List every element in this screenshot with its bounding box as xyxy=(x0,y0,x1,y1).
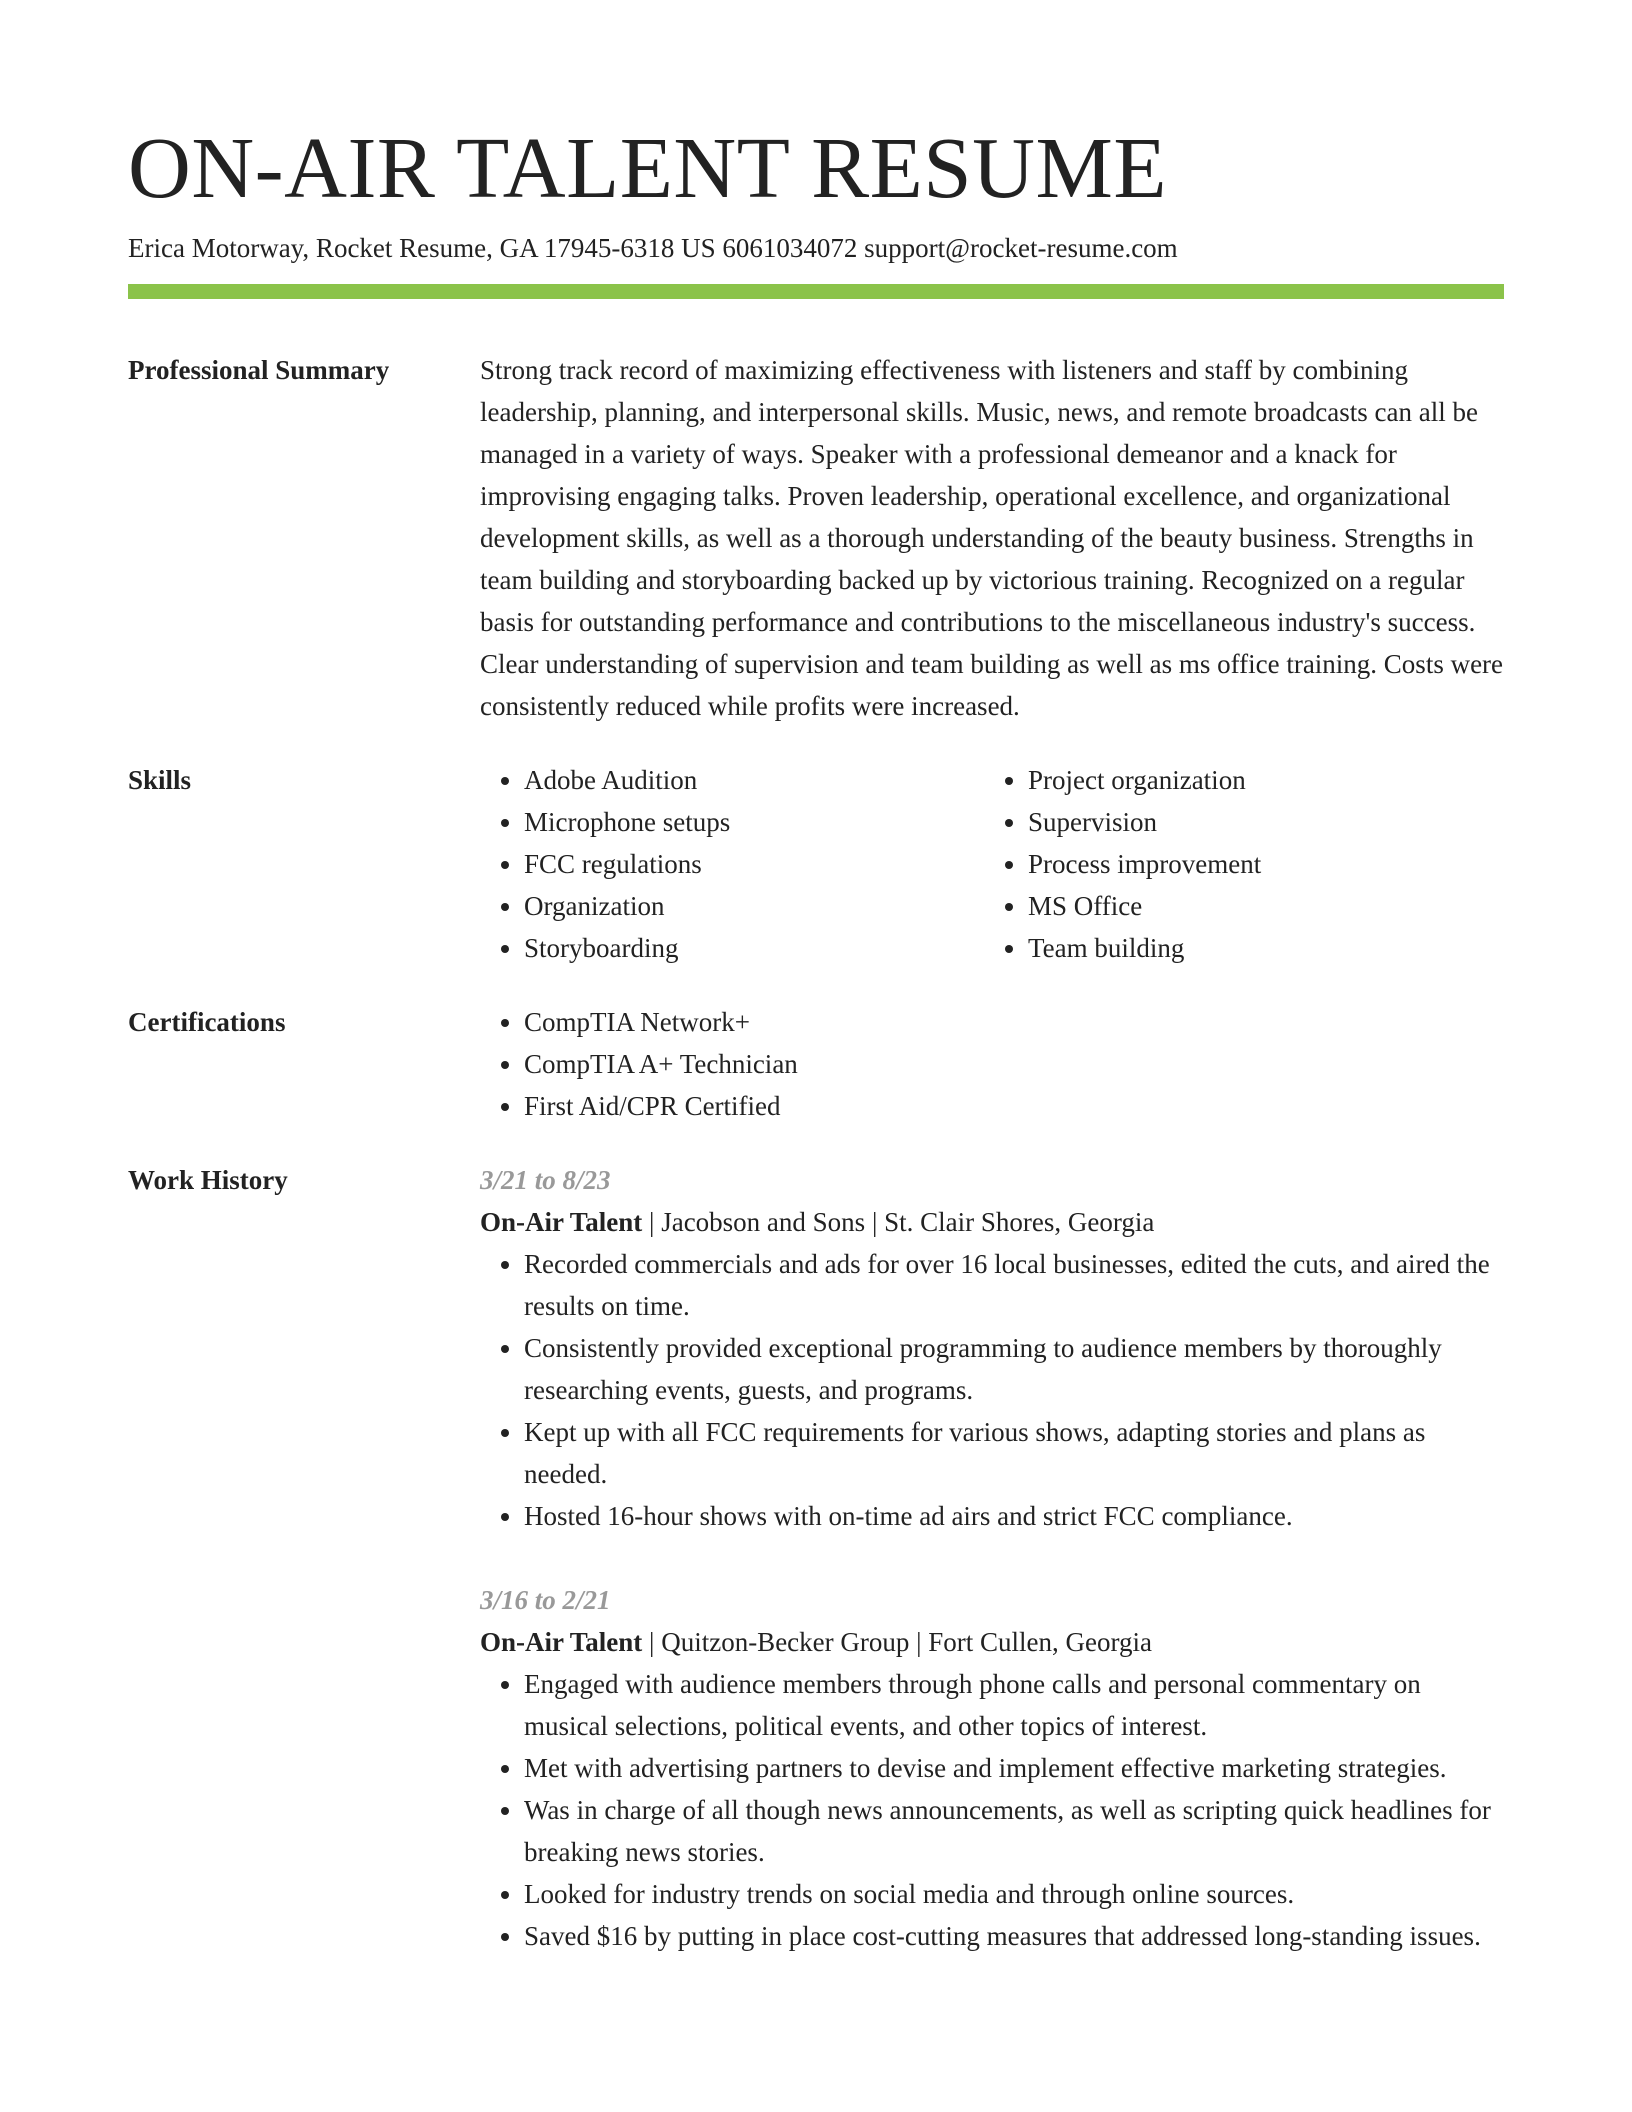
certification-item: • First Aid/CPR Certified xyxy=(524,1085,1504,1127)
skill-item: • Process improvement xyxy=(1028,843,1488,885)
contact-info: Erica Motorway, Rocket Resume, GA 17945-6318 US 6061034072 support@rocket-resume.com xyxy=(128,233,1178,263)
skill-item: • Supervision xyxy=(1028,801,1488,843)
skill-item: • MS Office xyxy=(1028,885,1488,927)
certification-item: • CompTIA A+ Technician xyxy=(524,1043,1504,1085)
job-bullet: • Kept up with all FCC requirements for various shows, adapting stories and plans as needed. xyxy=(524,1411,1504,1495)
skill-item: • Storyboarding xyxy=(524,927,984,969)
job-role: On-Air Talent xyxy=(480,1207,643,1237)
job-entry xyxy=(480,1159,1504,1537)
work-history-section xyxy=(128,1159,1504,1957)
certifications-label: Certifications xyxy=(128,1007,286,1037)
skill-item: • Microphone setups xyxy=(524,801,984,843)
job-dates: 3/21 to 8/23 xyxy=(480,1165,611,1195)
certification-item: • CompTIA Network+ xyxy=(524,1001,1504,1043)
job-bullet: • Was in charge of all though news announcements, as well as scripting quick headlines for breaking news stories. xyxy=(524,1789,1504,1873)
work-history-list xyxy=(480,1159,1504,1957)
summary-section xyxy=(128,349,1504,727)
job-bullet: • Met with advertising partners to devise and implement effective marketing strategies. xyxy=(524,1747,1504,1789)
skill-item: • Project organization xyxy=(1028,759,1488,801)
skill-item: • Organization xyxy=(524,885,984,927)
resume-title: ON-AIR TALENT RESUME xyxy=(128,119,1167,216)
job-bullet: • Saved $16 by putting in place cost-cutting measures that addressed long-standing issues. xyxy=(524,1915,1504,1957)
job-employer: | Quitzon-Becker Group | Fort Cullen, Georgia xyxy=(642,1627,1153,1657)
job-bullets xyxy=(480,1663,1504,1957)
skills-column-1 xyxy=(480,759,984,969)
summary-text: Strong track record of maximizing effectiveness with listeners and staff by combining leadership, planning, and interpersonal skills. Music, news, and remote broadcasts can all be managed in a variety of ways. Speaker with a professional demeanor and a knack for improvising engaging talks. Proven leadership, operational excellence, and organizational development skills, as well as a thorough understanding of the beauty business. Strengths in team building and storyboarding backed up by victorious training. Recognized on a regular basis for outstanding performance and contributions to the miscellaneous industry's success. Clear understanding of supervision and team building as well as ms office training. Costs were consistently reduced while profits were increased. xyxy=(480,355,1504,721)
job-dates: 3/16 to 2/21 xyxy=(480,1585,611,1615)
skill-item: • Adobe Audition xyxy=(524,759,984,801)
skills-column-2 xyxy=(984,759,1488,969)
job-bullet: • Consistently provided exceptional programming to audience members by thoroughly researching events, guests, and programs. xyxy=(524,1327,1504,1411)
job-bullet: • Engaged with audience members through phone calls and personal commentary on musical selections, political events, and other topics of interest. xyxy=(524,1663,1504,1747)
skills-list xyxy=(480,759,1504,969)
work-history-label: Work History xyxy=(128,1165,288,1195)
skills-section xyxy=(128,759,1504,969)
skill-item: • FCC regulations xyxy=(524,843,984,885)
certifications-list xyxy=(480,1001,1504,1127)
job-employer: | Jacobson and Sons | St. Clair Shores, Georgia xyxy=(642,1207,1155,1237)
job-header xyxy=(480,1201,1504,1243)
job-bullet: • Recorded commercials and ads for over 16 local businesses, edited the cuts, and aired the results on time. xyxy=(524,1243,1504,1327)
job-header xyxy=(480,1621,1504,1663)
job-role: On-Air Talent xyxy=(480,1627,643,1657)
skill-item: • Team building xyxy=(1028,927,1488,969)
certifications-section xyxy=(128,1001,1504,1127)
skills-label: Skills xyxy=(128,765,192,795)
header-divider xyxy=(128,284,1504,299)
job-bullet: • Hosted 16-hour shows with on-time ad airs and strict FCC compliance. xyxy=(524,1495,1504,1537)
job-bullet: • Looked for industry trends on social media and through online sources. xyxy=(524,1873,1504,1915)
job-entry xyxy=(480,1579,1504,1957)
summary-label: Professional Summary xyxy=(128,355,390,385)
job-bullets xyxy=(480,1243,1504,1537)
